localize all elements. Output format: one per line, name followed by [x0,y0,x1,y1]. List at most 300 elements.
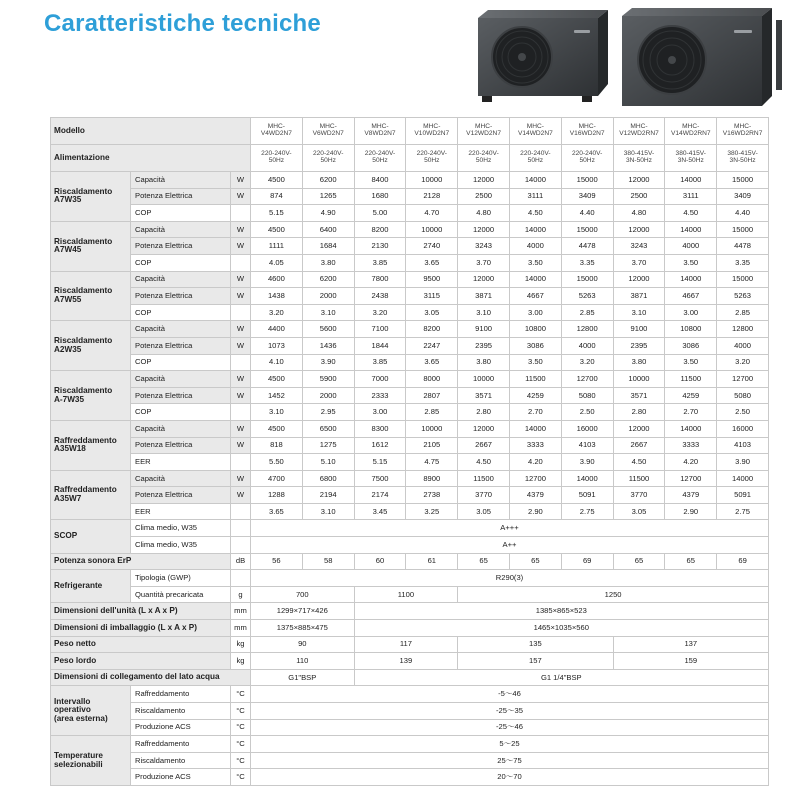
unit-cell: g [231,586,251,603]
unit-cell: °C [231,769,251,786]
unit-cell: W [231,288,251,305]
alimentazione-value: 220-240V- 50Hz [458,145,510,172]
value-cell: 4000 [665,238,717,255]
table-row [51,145,769,172]
value-cell: 16000 [561,420,613,437]
unit-cell [231,570,251,587]
value-cell: 12000 [613,221,665,238]
value-cell: 12700 [665,470,717,487]
value-cell: 8200 [406,321,458,338]
value-cell: 15000 [561,221,613,238]
value-cell: 5080 [561,387,613,404]
value-cell: 3.80 [302,254,354,271]
unit-cell: dB [231,553,251,570]
value-cell: 2333 [354,387,406,404]
value-cell: 874 [251,188,303,205]
table-row [51,420,769,437]
table-row [51,371,769,388]
value-cell: 4400 [251,321,303,338]
value-cell: 5.00 [354,205,406,222]
value-cell: 20～70 [251,769,769,786]
heat-pump-unit-small [478,10,608,102]
table-row [51,487,769,504]
value-cell: 4.40 [717,205,769,222]
value-cell: 1612 [354,437,406,454]
value-cell: 137 [613,636,768,653]
value-cell: 3871 [458,288,510,305]
unit-cell: kg [231,636,251,653]
value-cell: 5.15 [251,205,303,222]
group-label: Riscaldamento A7W45 [51,221,131,271]
table-row [51,354,769,371]
row-label: COP [131,404,231,421]
value-cell: 12000 [613,271,665,288]
value-cell: 1250 [458,586,769,603]
unit-cell [231,503,251,520]
value-cell: 2.70 [665,404,717,421]
table-row [51,304,769,321]
value-cell: 56 [251,553,303,570]
value-cell: 2.85 [561,304,613,321]
table-row [51,570,769,587]
value-cell: 1265 [302,188,354,205]
unit-cell [231,354,251,371]
value-cell: 1111 [251,238,303,255]
value-cell: 4700 [251,470,303,487]
value-cell: 8300 [354,420,406,437]
group-label: Riscaldamento A7W55 [51,271,131,321]
value-cell: 3.45 [354,503,406,520]
unit-cell [231,254,251,271]
value-cell: 5263 [561,288,613,305]
value-cell: 7500 [354,470,406,487]
value-cell: 2807 [406,387,458,404]
value-cell: 3111 [509,188,561,205]
value-cell: 14000 [717,470,769,487]
value-cell: 3.90 [302,354,354,371]
row-label: Potenza Elettrica [131,387,231,404]
value-cell: 2.75 [561,503,613,520]
unit-cell: W [231,172,251,189]
table-row [51,653,769,670]
value-cell: 4000 [509,238,561,255]
value-cell: 2105 [406,437,458,454]
alimentazione-value: 380-415V- 3N-50Hz [613,145,665,172]
value-cell: 2667 [458,437,510,454]
value-cell: 69 [561,553,613,570]
value-cell: 25～75 [251,752,769,769]
value-cell: 2.50 [717,404,769,421]
value-cell: 4.80 [458,205,510,222]
value-cell: 1100 [354,586,458,603]
group-label: Raffreddamento A35W7 [51,470,131,520]
potenza-sonora-label: Potenza sonora ErP [51,553,231,570]
unit-cell: mm [231,603,251,620]
value-cell: G1 1/4"BSP [354,669,768,686]
unit-cell [231,404,251,421]
value-cell: 110 [251,653,355,670]
value-cell: 4259 [509,387,561,404]
value-cell: 10000 [613,371,665,388]
value-cell: 4.20 [509,454,561,471]
value-cell: 3.70 [613,254,665,271]
value-cell: 4.10 [251,354,303,371]
model-name: MHC- V12WD2RN7 [613,118,665,145]
model-name: MHC- V8WD2N7 [354,118,406,145]
value-cell: -25～46 [251,719,769,736]
group-label: Raffreddamento A35W18 [51,420,131,470]
value-cell: 4103 [717,437,769,454]
value-cell: 4.80 [613,205,665,222]
unit-cell: °C [231,719,251,736]
table-row [51,603,769,620]
value-cell: 3.10 [613,304,665,321]
value-cell: 2.90 [509,503,561,520]
value-cell: 10000 [406,172,458,189]
peso-lordo-label: Peso lordo [51,653,231,670]
value-cell: 4.50 [665,205,717,222]
value-cell: 159 [613,653,768,670]
value-cell: 5263 [717,288,769,305]
table-row [51,205,769,222]
page-title: Caratteristiche tecniche [44,10,321,37]
value-cell: 4500 [251,420,303,437]
row-label: EER [131,503,231,520]
value-cell: 9100 [458,321,510,338]
value-cell: 818 [251,437,303,454]
unit-cell [231,537,251,554]
value-cell: 2247 [406,337,458,354]
unit-cell: W [231,470,251,487]
value-cell: 1684 [302,238,354,255]
row-label: Capacità [131,271,231,288]
unit-cell: kg [231,653,251,670]
value-cell: A++ [251,537,769,554]
row-label: Potenza Elettrica [131,288,231,305]
unit-cell: W [231,371,251,388]
value-cell: 3333 [665,437,717,454]
value-cell: 2.85 [406,404,458,421]
unit-cell [231,205,251,222]
unit-cell: mm [231,620,251,637]
value-cell: 10000 [406,221,458,238]
unit-cell: W [231,238,251,255]
value-cell: 3.80 [458,354,510,371]
value-cell: 2.50 [561,404,613,421]
value-cell: 4000 [717,337,769,354]
table-row [51,669,769,686]
value-cell: 3.10 [458,304,510,321]
value-cell: 4.50 [509,205,561,222]
table-row [51,404,769,421]
value-cell: 12800 [561,321,613,338]
value-cell: 2500 [458,188,510,205]
value-cell: 135 [458,636,613,653]
value-cell: 14000 [665,420,717,437]
unit-cell: °C [231,686,251,703]
value-cell: 5～25 [251,736,769,753]
group-label: Riscaldamento A-7W35 [51,371,131,421]
value-cell: 10000 [458,371,510,388]
value-cell: 1073 [251,337,303,354]
value-cell: 65 [509,553,561,570]
row-label: Riscaldamento [131,752,231,769]
value-cell: 4.20 [665,454,717,471]
table-row [51,537,769,554]
model-name: MHC- V6WD2N7 [302,118,354,145]
row-label: Raffreddamento [131,686,231,703]
row-label: Potenza Elettrica [131,188,231,205]
table-row [51,387,769,404]
table-row [51,686,769,703]
value-cell: 12000 [458,221,510,238]
alimentazione-value: 380-415V- 3N-50Hz [717,145,769,172]
value-cell: 4.05 [251,254,303,271]
value-cell: 65 [613,553,665,570]
row-label: COP [131,254,231,271]
value-cell: 3.25 [406,503,458,520]
row-label: Quantità precaricata [131,586,231,603]
value-cell: 3.90 [561,454,613,471]
value-cell: 3086 [665,337,717,354]
value-cell: 12000 [613,420,665,437]
value-cell: 4379 [665,487,717,504]
unit-cell: °C [231,703,251,720]
value-cell: -25～35 [251,703,769,720]
value-cell: 12000 [458,271,510,288]
value-cell: 15000 [561,271,613,288]
unit-cell [231,520,251,537]
value-cell: 3.10 [302,503,354,520]
value-cell: 2667 [613,437,665,454]
value-cell: 4.70 [406,205,458,222]
value-cell: 58 [302,553,354,570]
table-row [51,254,769,271]
value-cell: 3.35 [561,254,613,271]
value-cell: 3.70 [458,254,510,271]
value-cell: 6500 [302,420,354,437]
alimentazione-value: 220-240V- 50Hz [509,145,561,172]
table-row [51,454,769,471]
row-label: EER [131,454,231,471]
row-label: Capacità [131,470,231,487]
value-cell: 60 [354,553,406,570]
table-row [51,470,769,487]
unit-cell: W [231,420,251,437]
value-cell: 3.65 [406,254,458,271]
value-cell: 4379 [509,487,561,504]
value-cell: 3.20 [561,354,613,371]
peso-netto-label: Peso netto [51,636,231,653]
value-cell: 6800 [302,470,354,487]
value-cell: 61 [406,553,458,570]
model-name: MHC- V16WD2N7 [561,118,613,145]
value-cell: 14000 [509,221,561,238]
value-cell: 2128 [406,188,458,205]
model-name: MHC- V16WD2RN7 [717,118,769,145]
value-cell: 14000 [509,420,561,437]
value-cell: 3.20 [354,304,406,321]
value-cell: 5900 [302,371,354,388]
value-cell: 4.75 [406,454,458,471]
value-cell: 3.20 [251,304,303,321]
value-cell: 2000 [302,387,354,404]
alimentazione-value: 220-240V- 50Hz [561,145,613,172]
unit-cell: °C [231,752,251,769]
value-cell: 2.95 [302,404,354,421]
value-cell: 3.50 [509,254,561,271]
value-cell: 3571 [458,387,510,404]
row-label: Produzione ACS [131,769,231,786]
value-cell: 2130 [354,238,406,255]
value-cell: 3.20 [717,354,769,371]
value-cell: 3.65 [251,503,303,520]
value-cell: 3.65 [406,354,458,371]
row-label: Clima medio, W35 [131,520,231,537]
table-row [51,271,769,288]
value-cell: 8400 [354,172,406,189]
value-cell: 3.85 [354,354,406,371]
table-row [51,118,769,145]
header-label: Modello [51,118,251,145]
alimentazione-value: 220-240V- 50Hz [406,145,458,172]
row-label: Capacità [131,172,231,189]
table-row [51,503,769,520]
value-cell: 4.40 [561,205,613,222]
unit-cell: W [231,188,251,205]
value-cell: 3243 [458,238,510,255]
value-cell: 157 [458,653,613,670]
value-cell: 4.90 [302,205,354,222]
table-row [51,437,769,454]
value-cell: 16000 [717,420,769,437]
value-cell: 8000 [406,371,458,388]
value-cell: 10800 [665,321,717,338]
value-cell: 7100 [354,321,406,338]
value-cell: 2438 [354,288,406,305]
value-cell: 2000 [302,288,354,305]
value-cell: 7000 [354,371,406,388]
unit-cell: W [231,337,251,354]
value-cell: 2174 [354,487,406,504]
value-cell: 1299×717×426 [251,603,355,620]
group-label: Riscaldamento A2W35 [51,321,131,371]
value-cell: 4000 [561,337,613,354]
unit-cell: W [231,437,251,454]
value-cell: 3770 [613,487,665,504]
row-label: Tipologia (GWP) [131,570,231,587]
value-cell: 11500 [613,470,665,487]
value-cell: 5.10 [302,454,354,471]
row-label: COP [131,205,231,222]
value-cell: 2.85 [717,304,769,321]
table-row [51,769,769,786]
value-cell: 4478 [561,238,613,255]
value-cell: 3.50 [509,354,561,371]
value-cell: 2.80 [458,404,510,421]
value-cell: -5～46 [251,686,769,703]
value-cell: 12800 [717,321,769,338]
row-label: Produzione ACS [131,719,231,736]
value-cell: 4600 [251,271,303,288]
value-cell: 2.90 [665,503,717,520]
table-row [51,520,769,537]
value-cell: 2500 [613,188,665,205]
value-cell: R290(3) [251,570,769,587]
value-cell: 3409 [717,188,769,205]
value-cell: 6200 [302,172,354,189]
value-cell: 11500 [665,371,717,388]
value-cell: 10000 [406,420,458,437]
refrigerante-label: Refrigerante [51,570,131,603]
heat-pump-units-image [472,6,792,110]
value-cell: 9100 [613,321,665,338]
value-cell: 12000 [458,172,510,189]
value-cell: 9500 [406,271,458,288]
value-cell: A+++ [251,520,769,537]
value-cell: 15000 [717,172,769,189]
value-cell: 3.10 [302,304,354,321]
value-cell: 3115 [406,288,458,305]
value-cell: 5.50 [251,454,303,471]
value-cell: 2395 [613,337,665,354]
value-cell: 15000 [561,172,613,189]
value-cell: 4.50 [613,454,665,471]
value-cell: 90 [251,636,355,653]
unit-cell: W [231,387,251,404]
value-cell: 4500 [251,371,303,388]
value-cell: 5080 [717,387,769,404]
value-cell: 6200 [302,271,354,288]
value-cell: 3.80 [613,354,665,371]
row-label: Raffreddamento [131,736,231,753]
value-cell: 3871 [613,288,665,305]
value-cell: 1452 [251,387,303,404]
value-cell: 15000 [717,271,769,288]
value-cell: 8200 [354,221,406,238]
value-cell: 3409 [561,188,613,205]
heat-pump-unit-large [622,8,782,106]
value-cell: 4478 [717,238,769,255]
value-cell: 3086 [509,337,561,354]
value-cell: 3333 [509,437,561,454]
value-cell: 5.15 [354,454,406,471]
row-label: Riscaldamento [131,703,231,720]
value-cell: 3.50 [665,254,717,271]
value-cell: 2.75 [717,503,769,520]
value-cell: 1288 [251,487,303,504]
value-cell: 1385×865×523 [354,603,768,620]
model-name: MHC- V10WD2N7 [406,118,458,145]
unit-cell: W [231,321,251,338]
value-cell: 6400 [302,221,354,238]
value-cell: 4500 [251,221,303,238]
group-label: Riscaldamento A7W35 [51,172,131,222]
table-row [51,321,769,338]
unit-cell: W [231,487,251,504]
value-cell: 14000 [561,470,613,487]
value-cell: 65 [665,553,717,570]
table-row [51,188,769,205]
value-cell: 1680 [354,188,406,205]
row-label: Potenza Elettrica [131,238,231,255]
value-cell: 4259 [665,387,717,404]
value-cell: 4667 [665,288,717,305]
value-cell: 12000 [458,420,510,437]
table-row [51,337,769,354]
table-row [51,172,769,189]
row-label: Potenza Elettrica [131,437,231,454]
